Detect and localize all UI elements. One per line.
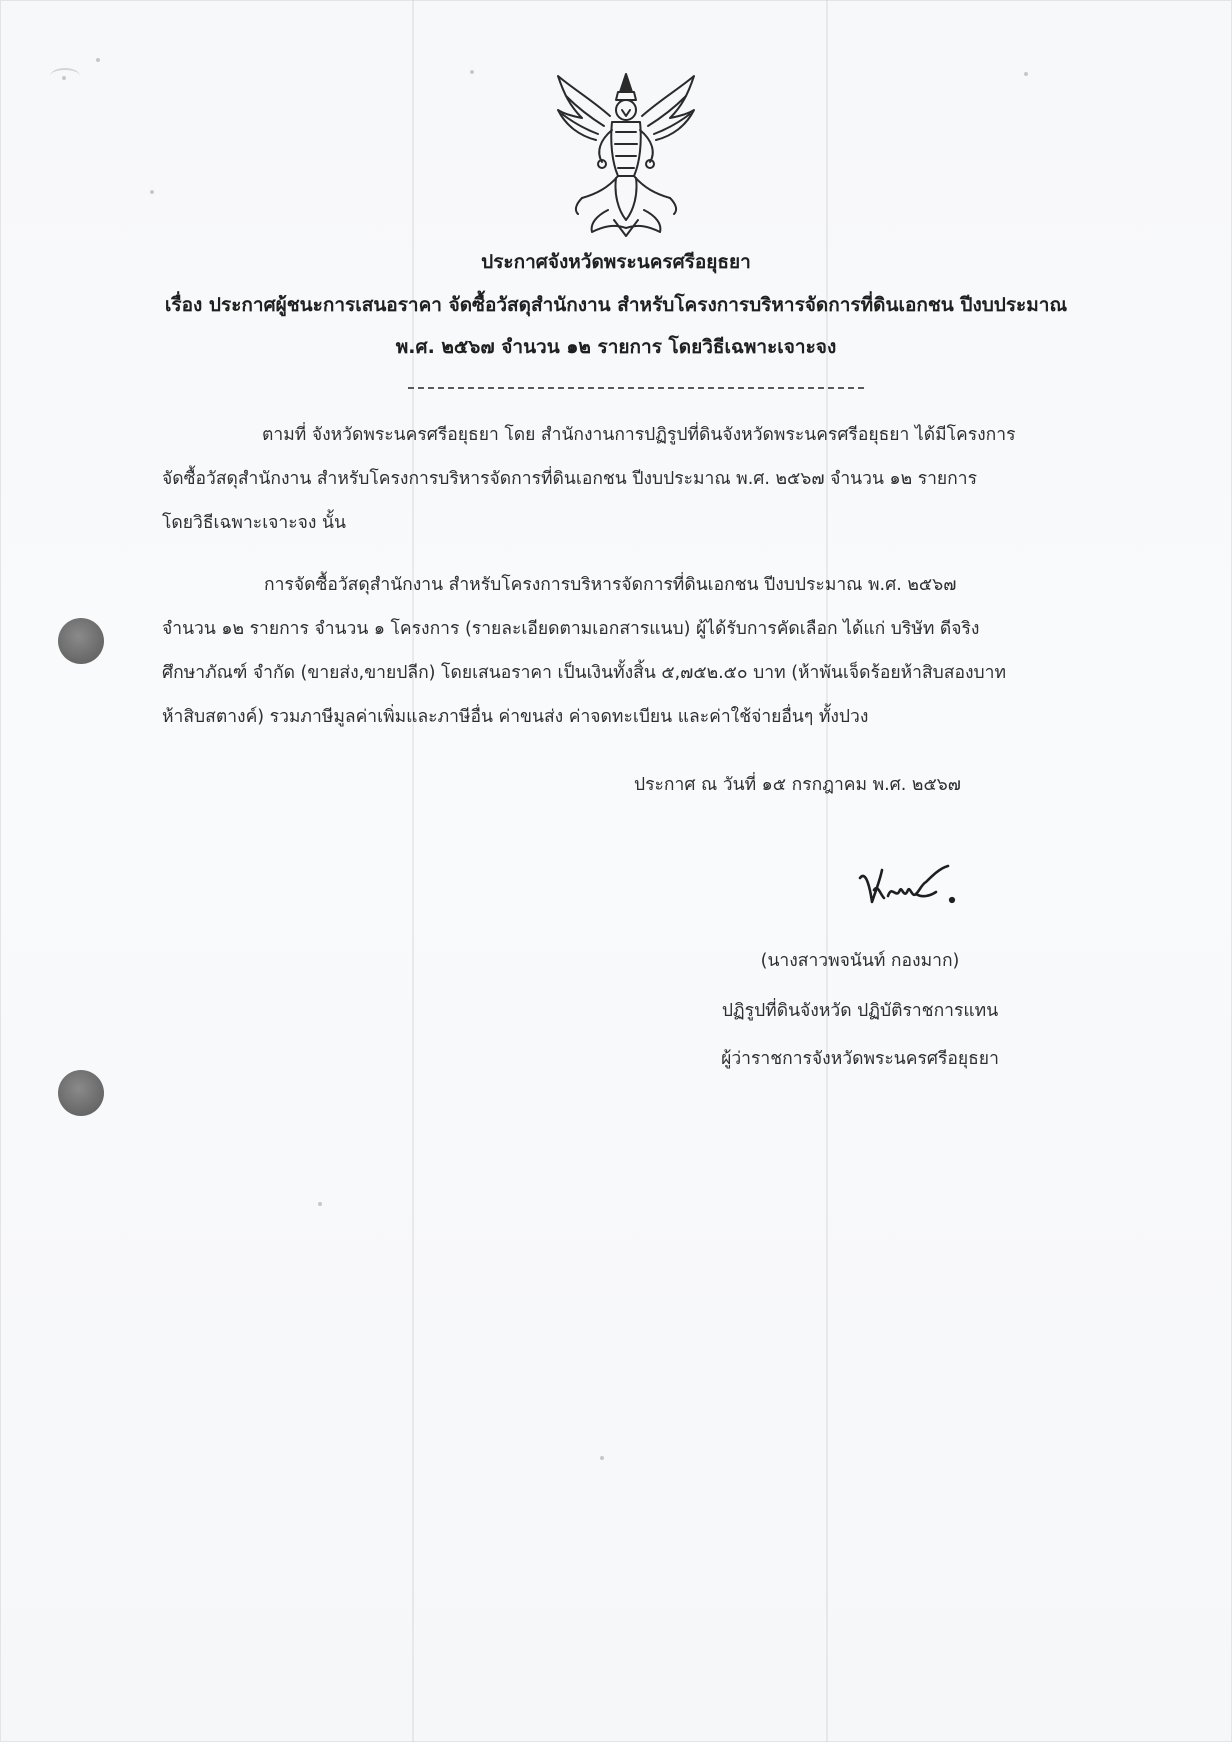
scan-speck <box>470 70 474 74</box>
paragraph-line: จำนวน ๑๒ รายการ จำนวน ๑ โครงการ (รายละเอียดตามเอกสารแนบ) ผู้ได้รับการคัดเลือก ได้แก่ บริษัท ดีจริง <box>162 619 980 639</box>
paragraph-line: ตามที่ จังหวัดพระนครศรีอยุธยา โดย สำนักงานการปฏิรูปที่ดินจังหวัดพระนครศรีอยุธยา ได้มีโครงการ <box>262 425 1016 445</box>
subject-line: เรื่อง ประกาศผู้ชนะการเสนอราคา จัดซื้อวัสดุสำนักงาน สำหรับโครงการบริหารจัดการที่ดินเอกชน ปีงบประมาณ <box>164 294 1068 316</box>
paragraph-line: โดยวิธีเฉพาะเจาะจง นั้น <box>162 513 346 533</box>
signer-position: ปฏิรูปที่ดินจังหวัด ปฏิบัติราชการแทน <box>721 1001 999 1021</box>
signer-position: ผู้ว่าราชการจังหวัดพระนครศรีอยุธยา <box>721 1049 999 1069</box>
punch-hole <box>58 1070 104 1116</box>
paragraph-line: ห้าสิบสตางค์) รวมภาษีมูลค่าเพิ่มและภาษีอื่น ค่าขนส่ง ค่าจดทะเบียน และค่าใช้จ่ายอื่นๆ ทั้งปวง <box>162 707 869 727</box>
scan-speck <box>150 190 154 194</box>
signer-name: (นางสาวพจนันท์ กองมาก) <box>760 951 960 971</box>
paragraph-line: การจัดซื้อวัสดุสำนักงาน สำหรับโครงการบริหารจัดการที่ดินเอกชน ปีงบประมาณ พ.ศ. ๒๕๖๗ <box>264 575 957 595</box>
scan-speck <box>96 58 100 62</box>
document-title: ประกาศจังหวัดพระนครศรีอยุธยา <box>481 251 751 273</box>
handwritten-signature <box>856 860 976 910</box>
scan-speck <box>318 1202 322 1206</box>
scan-mark <box>50 68 80 84</box>
scan-speck <box>600 1456 604 1460</box>
subject-line: พ.ศ. ๒๕๖๗ จำนวน ๑๒ รายการ โดยวิธีเฉพาะเจาะจง <box>395 336 837 358</box>
punch-hole <box>58 618 104 664</box>
paragraph-line: ศึกษาภัณฑ์ จำกัด (ขายส่ง,ขายปลีก) โดยเสนอราคา เป็นเงินทั้งสิ้น ๕,๗๕๒.๕๐ บาท (ห้าพันเจ็ดร้อยห้าสิบสองบาท <box>162 663 1006 683</box>
paragraph-line: จัดซื้อวัสดุสำนักงาน สำหรับโครงการบริหารจัดการที่ดินเอกชน ปีงบประมาณ พ.ศ. ๒๕๖๗ จำนวน ๑๒ รายการ <box>162 469 978 489</box>
scan-speck <box>1024 72 1028 76</box>
dashed-separator <box>408 387 864 389</box>
garuda-emblem <box>552 70 700 240</box>
announcement-date: ประกาศ ณ วันที่ ๑๕ กรกฎาคม พ.ศ. ๒๕๖๗ <box>634 775 961 795</box>
